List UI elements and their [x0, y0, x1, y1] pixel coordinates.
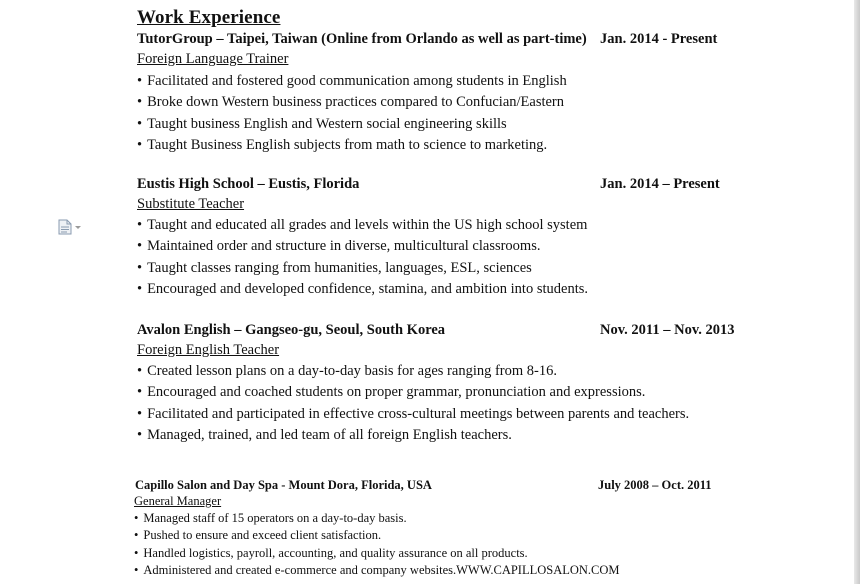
- bullet-item: • Taught and educated all grades and levels within the US high school system: [137, 215, 588, 236]
- job-bullets: [137, 215, 588, 300]
- bullet-item: • Broke down Western business practices compared to Confucian/Eastern: [137, 92, 567, 113]
- job-role: Substitute Teacher: [137, 196, 245, 212]
- job-organization: TutorGroup – Taipei, Taiwan (Online from Orlando as well as part-time): [137, 31, 587, 47]
- job-dates: July 2008 – Oct. 2011: [598, 478, 712, 492]
- job-dates: Nov. 2011 – Nov. 2013: [600, 322, 735, 338]
- bullet-item: • Facilitated and participated in effective cross-cultural meetings between parents and teachers.: [137, 404, 689, 425]
- job-dates: Jan. 2014 – Present: [600, 176, 720, 192]
- bullet-item: • Encouraged and coached students on proper grammar, pronunciation and expressions.: [137, 382, 689, 403]
- paragraph-options-button[interactable]: [58, 219, 86, 235]
- bullet-item: • Managed staff of 15 operators on a day-to-day basis.: [134, 510, 620, 527]
- job-bullets: [134, 510, 620, 579]
- chevron-down-icon: [75, 226, 81, 229]
- page-icon: [58, 219, 72, 235]
- bullet-item: • Created lesson plans on a day-to-day basis for ages ranging from 8-16.: [137, 361, 689, 382]
- bullet-item: • Taught classes ranging from humanities, languages, ESL, sciences: [137, 258, 588, 279]
- job-role: General Manager: [134, 494, 222, 508]
- job-organization: Eustis High School – Eustis, Florida: [137, 176, 360, 192]
- window-edge: [854, 0, 860, 584]
- bullet-item: • Taught business English and Western social engineering skills: [137, 114, 567, 135]
- section-title: Work Experience: [137, 7, 281, 28]
- bullet-item: • Maintained order and structure in diverse, multicultural classrooms.: [137, 236, 588, 257]
- bullet-item: • Handled logistics, payroll, accounting, and quality assurance on all products.: [134, 545, 620, 562]
- job-role: Foreign English Teacher: [137, 342, 280, 358]
- bullet-item: • Managed, trained, and led team of all foreign English teachers.: [137, 425, 689, 446]
- bullet-item: • Encouraged and developed confidence, stamina, and ambition into students.: [137, 279, 588, 300]
- bullet-item: • Pushed to ensure and exceed client satisfaction.: [134, 527, 620, 544]
- job-dates: Jan. 2014 - Present: [600, 31, 718, 47]
- job-bullets: [137, 71, 567, 156]
- job-role: Foreign Language Trainer: [137, 51, 289, 67]
- clipped-previous-line: [335, 0, 495, 3]
- bullet-item: • Facilitated and fostered good communication among students in English: [137, 71, 567, 92]
- job-organization: Avalon English – Gangseo-gu, Seoul, South Korea: [137, 322, 446, 338]
- bullet-item: • Administered and created e-commerce and company websites.WWW.CAPILLOSALON.COM: [134, 562, 620, 579]
- bullet-item: • Taught Business English subjects from math to science to marketing.: [137, 135, 567, 156]
- job-bullets: [137, 361, 689, 446]
- job-organization: Capillo Salon and Day Spa - Mount Dora, Florida, USA: [135, 478, 432, 492]
